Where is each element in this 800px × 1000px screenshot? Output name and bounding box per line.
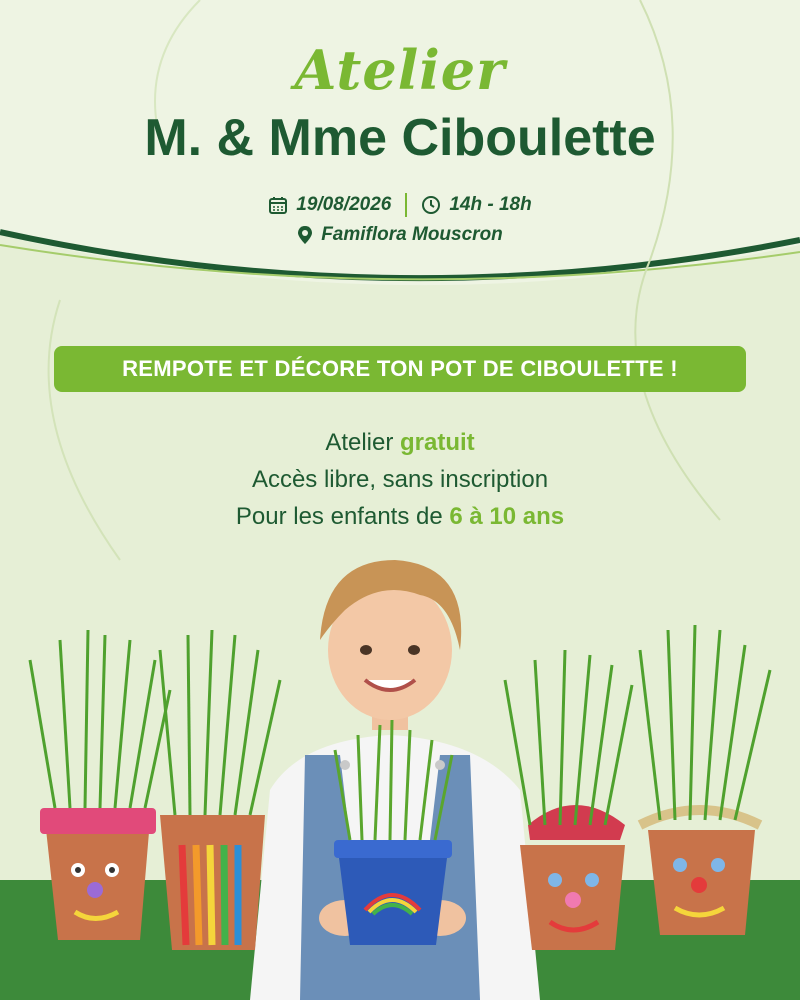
detail-line-free: Atelier gratuit xyxy=(325,429,475,456)
detail-line-access: Accès libre, sans inscription xyxy=(251,466,549,493)
info-separator xyxy=(405,193,407,217)
event-time: 14h - 18h xyxy=(449,194,532,215)
event-location: Famiflora Mouscron xyxy=(321,224,503,245)
workshop-script-title: Atelier xyxy=(294,38,506,102)
call-to-action-banner: REMPOTE ET DÉCORE TON POT DE CIBOULETTE ! xyxy=(54,346,746,392)
workshop-main-title: M. & Mme Ciboulette xyxy=(144,109,656,167)
highlight-age: 6 à 10 ans xyxy=(449,503,565,530)
event-info xyxy=(0,192,800,248)
calendar-icon xyxy=(268,195,288,215)
location-pin-icon xyxy=(297,225,313,245)
clock-icon xyxy=(421,195,441,215)
highlight-free: gratuit xyxy=(400,429,475,456)
child-with-chive-pots-photo xyxy=(0,540,800,1000)
event-date: 19/08/2026 xyxy=(296,194,392,215)
detail-line-age: Pour les enfants de 6 à 10 ans xyxy=(235,503,565,530)
workshop-details xyxy=(0,424,800,535)
